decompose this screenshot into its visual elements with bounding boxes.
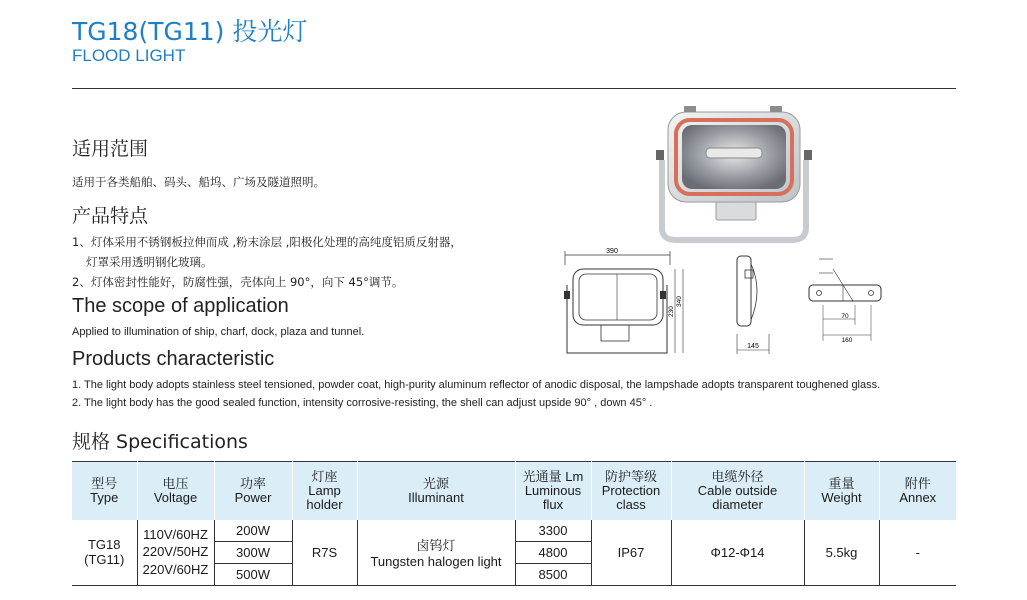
- col-power: 功率 Power: [214, 462, 292, 520]
- flood-light-photo: [654, 100, 814, 248]
- dim-depth-label: 145: [747, 343, 759, 350]
- features-en-heading: Products characteristic: [72, 348, 275, 370]
- cell-power-3: 500W: [214, 563, 292, 585]
- col-cable: 电缆外径 Cable outside diameter: [671, 462, 804, 520]
- col-annex: 附件 Annex: [879, 462, 956, 520]
- cell-annex: -: [879, 520, 956, 586]
- scope-en-heading: The scope of application: [72, 295, 289, 317]
- dim-height1-label: 230: [668, 306, 675, 317]
- dim-width-label: 390: [606, 248, 618, 255]
- front-view-drawing: [555, 245, 695, 365]
- col-protection: 防护等级 Protection class: [591, 462, 671, 520]
- scope-cn-heading: 适用范围: [72, 138, 149, 160]
- header-divider: [72, 88, 956, 89]
- page-subtitle: FLOOD LIGHT: [72, 46, 186, 65]
- cell-holder: R7S: [292, 520, 357, 586]
- cell-type: TG18 (TG11): [72, 520, 137, 586]
- features-en-line1: 1. The light body adopts stainless steel tensioned, powder coat, high-purity aluminum reflector of anodic disposal, the lampshade adopts transparent toughened glass.: [72, 379, 881, 391]
- col-type: 型号 Type: [72, 462, 137, 520]
- cell-power-1: 200W: [214, 520, 292, 542]
- table-row: [72, 520, 956, 542]
- col-voltage: 电压 Voltage: [137, 462, 214, 520]
- cell-flux-1: 3300: [515, 520, 591, 542]
- dim-mount2-label: 160: [841, 337, 853, 344]
- features-cn-line1b: 灯罩采用透明钢化玻璃。: [86, 255, 213, 269]
- table-header-row: [72, 462, 956, 520]
- features-cn-line1: 1、灯体采用不锈钢板拉伸而成 ,粉末涂层 ,阳极化处理的高纯度铝质反射器，: [72, 235, 462, 249]
- cell-flux-2: 4800: [515, 541, 591, 563]
- page-title: TG18(TG11) 投光灯: [72, 17, 308, 46]
- scope-cn-text: 适用于各类船舶、码头、船坞、广场及隧道照明。: [72, 175, 325, 189]
- scope-en-text: Applied to illumination of ship, charf, dock, plaza and tunnel.: [72, 326, 365, 338]
- specs-heading: 规格 Specifications: [72, 431, 248, 453]
- cell-flux-3: 8500: [515, 563, 591, 585]
- cell-illuminant: 卤钨灯 Tungsten halogen light: [357, 520, 515, 586]
- cell-weight: 5.5kg: [804, 520, 879, 586]
- side-view-drawing: [733, 250, 778, 362]
- bracket-view-drawing: [805, 255, 885, 347]
- col-lamp-holder: 灯座 Lamp holder: [292, 462, 357, 520]
- features-cn-heading: 产品特点: [72, 205, 149, 227]
- cell-protection: IP67: [591, 520, 671, 586]
- spec-table: [72, 461, 956, 586]
- col-illuminant: 光源 Illuminant: [357, 462, 515, 520]
- dim-mount1-label: 70: [841, 313, 849, 320]
- cell-voltage: 110V/60HZ 220V/50HZ 220V/60HZ: [137, 520, 214, 586]
- dim-height2-label: 340: [676, 296, 683, 307]
- col-luminous-flux: 光通量 Lm Luminous flux: [515, 462, 591, 520]
- features-cn-line2: 2、灯体密封性能好，防腐性强，壳体向上 90°，向下 45°调节。: [72, 275, 404, 289]
- cell-power-2: 300W: [214, 541, 292, 563]
- cell-cable: Φ12-Φ14: [671, 520, 804, 586]
- col-weight: 重量 Weight: [804, 462, 879, 520]
- features-en-line2: 2. The light body has the good sealed function, intensity corrosive-resisting, the shell can adjust upside 90° , down 45° .: [72, 397, 653, 409]
